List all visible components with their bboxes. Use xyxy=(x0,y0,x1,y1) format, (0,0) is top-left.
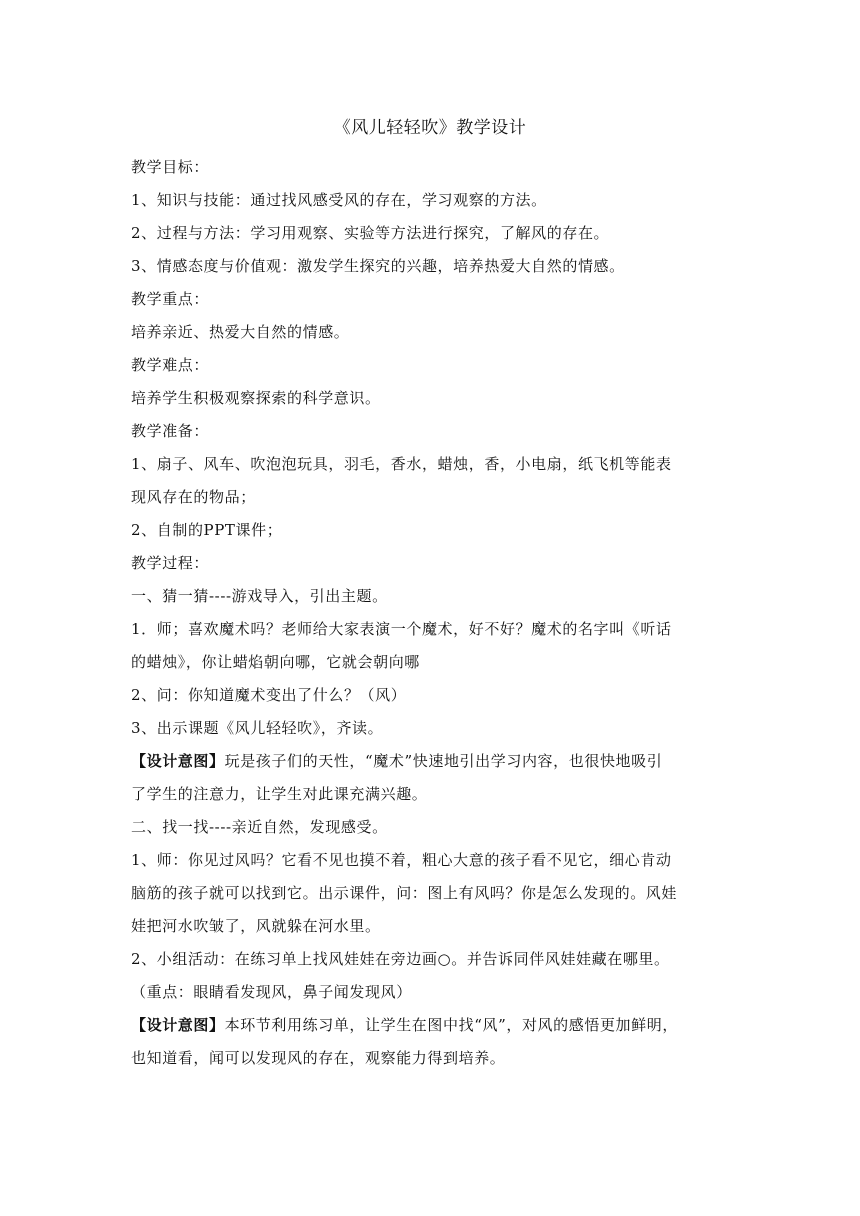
paragraph xyxy=(131,943,736,1009)
paragraph-line xyxy=(131,844,736,877)
line-text: 2、问：你知道魔术变出了什么？（风） xyxy=(131,686,407,704)
paragraph-line xyxy=(131,283,736,316)
paragraph-line xyxy=(131,877,736,910)
line-text: 1、知识与技能：通过找风感受风的存在，学习观察的方法。 xyxy=(131,191,547,209)
paragraph-line xyxy=(131,547,736,580)
line-text: 教学过程： xyxy=(131,554,210,572)
line-text: 一、猜一猜----游戏导入，引出主题。 xyxy=(131,587,388,605)
paragraph xyxy=(131,844,736,943)
paragraph-line xyxy=(131,514,736,547)
paragraph-line xyxy=(131,712,736,745)
line-text: 玩是孩子们的天性，“魔术”快速地引出学习内容，也很快地吸引 xyxy=(224,752,663,770)
line-text: 3、情感态度与价值观：激发学生探究的兴趣，培养热爱大自然的情感。 xyxy=(131,257,625,275)
line-text: 1、师：你见过风吗？它看不见也摸不着，粗心大意的孩子看不见它，细心肯动 xyxy=(131,851,672,869)
paragraph-line xyxy=(131,811,736,844)
design-intent-label: 【设计意图】 xyxy=(131,1016,225,1034)
line-text: 脑筋的孩子就可以找到它。出示课件，问：图上有风吗？你是怎么发现的。风娃 xyxy=(131,884,678,902)
paragraph-line xyxy=(131,646,736,679)
line-text: （重点：眼睛看发现风，鼻子闻发现风） xyxy=(131,983,412,1001)
line-text: 现风存在的物品； xyxy=(131,488,256,506)
paragraph xyxy=(131,283,736,316)
paragraph xyxy=(131,613,736,679)
paragraph-line xyxy=(131,349,736,382)
paragraph-line xyxy=(131,151,736,184)
paragraph xyxy=(131,382,736,415)
line-text: 教学准备： xyxy=(131,422,210,440)
line-text: 2、自制的PPT课件； xyxy=(131,521,283,539)
paragraph-line xyxy=(131,613,736,646)
line-text: 了学生的注意力，让学生对此课充满兴趣。 xyxy=(131,785,428,803)
line-text: 本环节利用练习单，让学生在图中找“风”，对风的感悟更加鲜明， xyxy=(224,1016,678,1034)
paragraph-line xyxy=(131,217,736,250)
line-text: 教学重点： xyxy=(131,290,210,308)
paragraph xyxy=(131,514,736,547)
paragraph-line xyxy=(131,745,736,778)
paragraph xyxy=(131,349,736,382)
line-text: 也知道看，闻可以发现风的存在，观察能力得到培养。 xyxy=(131,1049,506,1067)
paragraph-line xyxy=(131,382,736,415)
paragraph-line xyxy=(131,976,736,1009)
paragraph xyxy=(131,250,736,283)
paragraph-line xyxy=(131,316,736,349)
paragraph xyxy=(131,679,736,712)
paragraph xyxy=(131,1009,736,1075)
line-text: 1．师；喜欢魔术吗？老师给大家表演一个魔术，好不好？魔术的名字叫《听话 xyxy=(131,620,672,638)
document-title: 《风儿轻轻吹》教学设计 xyxy=(333,118,527,138)
line-text: 2、小组活动：在练习单上找风娃娃在旁边画○。并告诉同伴风娃娃藏在哪里。 xyxy=(131,950,670,968)
document-body xyxy=(131,151,736,1075)
line-text: 培养学生积极观察探索的科学意识。 xyxy=(131,389,381,407)
paragraph-line xyxy=(131,1042,736,1075)
paragraph xyxy=(131,811,736,844)
paragraph xyxy=(131,712,736,745)
paragraph xyxy=(131,580,736,613)
paragraph xyxy=(131,415,736,448)
line-text: 娃把河水吹皱了，风就躲在河水里。 xyxy=(131,917,381,935)
paragraph-line xyxy=(131,481,736,514)
line-text: 培养亲近、热爱大自然的情感。 xyxy=(131,323,350,341)
paragraph-line xyxy=(131,184,736,217)
paragraph-line xyxy=(131,943,736,976)
paragraph-line xyxy=(131,910,736,943)
paragraph xyxy=(131,745,736,811)
line-text: 教学目标： xyxy=(131,158,210,176)
paragraph xyxy=(131,547,736,580)
line-text: 2、过程与方法：学习用观察、实验等方法进行探究，了解风的存在。 xyxy=(131,224,610,242)
paragraph xyxy=(131,316,736,349)
line-text: 教学难点： xyxy=(131,356,210,374)
paragraph-line xyxy=(131,250,736,283)
paragraph xyxy=(131,151,736,184)
design-intent-label: 【设计意图】 xyxy=(131,752,225,770)
paragraph xyxy=(131,448,736,514)
paragraph-line xyxy=(131,415,736,448)
paragraph-line xyxy=(131,778,736,811)
paragraph xyxy=(131,217,736,250)
paragraph-line xyxy=(131,448,736,481)
paragraph-line xyxy=(131,580,736,613)
paragraph-line xyxy=(131,1009,736,1042)
paragraph-line xyxy=(131,679,736,712)
line-text: 1、扇子、风车、吹泡泡玩具，羽毛，香水，蜡烛，香，小电扇，纸飞机等能表 xyxy=(131,455,672,473)
line-text: 3、出示课题《风儿轻轻吹》，齐读。 xyxy=(131,719,384,737)
line-text: 二、找一找----亲近自然，发现感受。 xyxy=(131,818,388,836)
paragraph xyxy=(131,184,736,217)
line-text: 的蜡烛》，你让蜡焰朝向哪，它就会朝向哪 xyxy=(131,653,420,671)
